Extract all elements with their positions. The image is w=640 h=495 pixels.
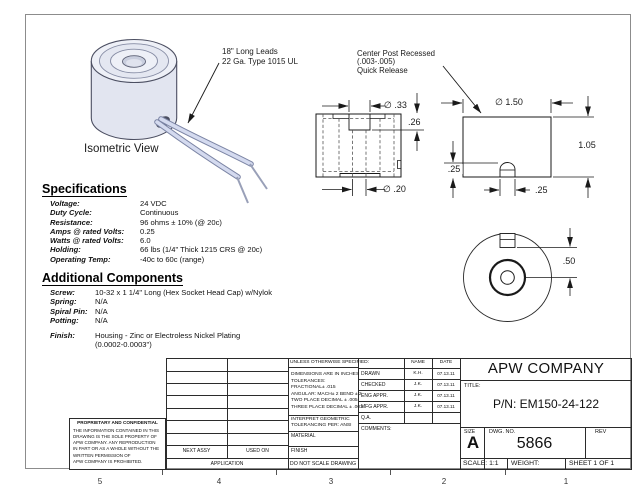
application-header: APPLICATION [210, 461, 244, 467]
rev-label: REV [595, 429, 607, 435]
finish-label: Finish: [50, 331, 75, 340]
zone-number-1: 1 [563, 477, 569, 486]
border-tick [505, 470, 506, 475]
spec-row [50, 236, 262, 245]
rev-box-divider [585, 427, 586, 458]
approval-row-label: CHECKED [361, 382, 386, 388]
proprietary-line: APW COMPANY IS PROHIBITED. [73, 458, 143, 464]
isometric-view-label: Isometric View [84, 143, 159, 155]
dim-wire-hole-width: .25 [535, 185, 548, 195]
tolerance-line: TWO PLACE DECIMAL ± .005 [291, 398, 358, 404]
center-post-note-line3: Quick Release [357, 65, 408, 75]
spec-value: 6.0 [140, 236, 151, 246]
spec-value: 0.25 [140, 226, 155, 236]
size-label: SIZE [464, 429, 476, 435]
dim-body-dia: ∅ 1.50 [495, 97, 523, 107]
proprietary-line: APW COMPANY. ANY REPRODUCTION [73, 440, 156, 446]
application-grid-line [166, 371, 288, 372]
additional-components-list [50, 288, 272, 325]
dim-recess-dia: ∅ .33 [384, 100, 407, 110]
zone-number-2: 2 [441, 477, 447, 486]
scale-value: SCALE: 1:1 [463, 460, 499, 467]
component-row [50, 307, 272, 316]
scale-box-divider [507, 458, 508, 470]
approval-name: K.H. [413, 371, 423, 376]
proprietary-line: WRITTEN PERMISSION OF [73, 452, 131, 458]
material-label: MATERIAL [291, 433, 316, 439]
tolerance-col-line [288, 446, 358, 447]
name-header: NAME [411, 360, 425, 365]
border-tick [162, 470, 163, 475]
tolerance-col-line [288, 431, 358, 432]
dim-wire-hole-height: .25 [447, 164, 461, 174]
approval-name: J.K. [413, 404, 423, 409]
company-col-line [460, 427, 632, 428]
component-row [50, 297, 272, 306]
spec-value: -40c to 60c (range) [140, 254, 205, 264]
additional-components-heading: Additional Components [42, 271, 183, 285]
component-value: 10-32 x 1 1/4" Long (Hex Socket Head Cap) w/Nylok [95, 288, 273, 297]
approval-row-label: MFG APPR. [361, 404, 389, 410]
spec-label: Watts @ rated Volts: [50, 236, 124, 246]
specifications-heading: Specifications [42, 182, 127, 196]
approval-name: J.K. [413, 393, 423, 398]
approval-row-label: Q.A. [361, 415, 372, 421]
used-on-header: USED ON [246, 448, 269, 454]
tolerance-line: THREE PLACE DECIMAL ± .003 [291, 404, 363, 410]
dim-slot-to-center: .50 [562, 256, 576, 266]
zone-number-4: 4 [216, 477, 222, 486]
spec-label: Holding: [50, 245, 81, 255]
leads-note-line1: 18" Long Leads [222, 47, 278, 56]
interpret-line: TOLERANCING PER: ANSI [291, 423, 352, 429]
tolerance-col-line [288, 367, 358, 368]
component-value: N/A [95, 297, 108, 307]
tolerance-col-line [288, 415, 358, 416]
component-value: N/A [95, 315, 108, 325]
application-grid-line [166, 420, 288, 421]
approvals-line [358, 412, 460, 413]
company-name: APW COMPANY [487, 360, 605, 377]
border-tick [276, 470, 277, 475]
component-row [50, 316, 272, 325]
tolerance-text [291, 372, 363, 412]
part-number: P/N: EM150-24-122 [492, 397, 600, 411]
approval-row-label: ENG APPR. [361, 393, 388, 399]
tolerance-line: TOLERANCES: [291, 378, 326, 384]
leads-note [222, 47, 298, 66]
approvals-line [358, 423, 460, 424]
spec-row [50, 218, 262, 227]
spec-value: 96 ohms ± 10% (@ 20c) [140, 217, 222, 227]
comments-label: COMMENTS: [361, 426, 392, 432]
finish-block-label: FINISH [291, 448, 308, 454]
zone-number-5: 5 [97, 477, 103, 486]
spec-value: Continuous [140, 208, 179, 218]
spec-row [50, 245, 262, 254]
zone-number-3: 3 [328, 477, 334, 486]
interpret-geometric-text [291, 417, 352, 430]
leads-note-line2: 22 Ga. Type 1015 UL [222, 56, 298, 66]
unless-otherwise-specified: UNLESS OTHERWISE SPECIFIED: [290, 360, 369, 365]
spec-row [50, 199, 262, 208]
application-grid-line [166, 408, 288, 409]
center-post-note-line2: (.003-.005) [357, 57, 396, 67]
weight-box-divider [565, 458, 566, 470]
title-label: TITLE: [464, 383, 481, 389]
component-label: Potting: [50, 315, 79, 325]
specifications-list [50, 199, 262, 264]
component-label: Screw: [50, 288, 75, 297]
component-row [50, 288, 272, 297]
component-label: Spring: [50, 297, 77, 307]
approval-date: 07.13.11 [437, 371, 455, 376]
approval-row-label: DRAWN [361, 371, 380, 377]
spec-row [50, 255, 262, 264]
application-grid-line [166, 395, 288, 396]
dim-bottom-hole-dia: ∅ .20 [383, 184, 406, 194]
approval-date: 07.13.11 [437, 382, 455, 387]
dim-recess-depth: .26 [408, 117, 421, 127]
date-header: DATE [439, 360, 453, 365]
tolerance-line: DIMENSIONS ARE IN INCHES [291, 372, 360, 377]
tolerance-line: FRACTIONAL± .015 [291, 385, 336, 391]
spec-row [50, 227, 262, 236]
tolerance-line: ANGULAR: MACH± 2 BEND ± 2 [291, 391, 362, 397]
approval-date: 07.13.11 [437, 404, 455, 409]
dim-body-height: 1.05 [578, 140, 596, 150]
proprietary-line: THE INFORMATION CONTAINED IN THIS [73, 428, 160, 433]
dwg-no-label: DWG. NO. [489, 429, 516, 435]
approval-name: J.K. [413, 382, 423, 387]
size-value: A [466, 433, 480, 452]
do-not-scale-label: DO NOT SCALE DRAWING [289, 461, 357, 467]
approval-date: 07.13.11 [437, 393, 455, 398]
border-tick [390, 470, 391, 475]
component-value: N/A [95, 306, 108, 316]
proprietary-line: DRAWING IS THE SOLE PROPERTY OF [73, 434, 157, 440]
spec-label: Amps @ rated Volts: [50, 226, 125, 236]
proprietary-text [73, 428, 159, 465]
center-post-note-line1: Center Post Recessed [357, 49, 436, 58]
spec-label: Voltage: [50, 199, 80, 208]
component-label: Spiral Pin: [50, 306, 88, 316]
sheet-label: SHEET 1 OF 1 [569, 460, 615, 467]
titleblock-divider [288, 358, 289, 470]
spec-label: Operating Temp: [50, 254, 111, 264]
interpret-line: INTERPRET GEOMETRIC [291, 417, 350, 422]
dwg-number: 5866 [516, 435, 553, 452]
spec-label: Resistance: [50, 217, 93, 227]
proprietary-line: IN PART OR AS A WHOLE WITHOUT THE [73, 446, 160, 452]
spec-row [50, 208, 262, 217]
finish-value-line1: Housing - Zinc or Electroless Nickel Plating [95, 331, 241, 340]
proprietary-title: PROPRIETARY AND CONFIDENTIAL [77, 420, 158, 425]
spec-value: 24 VDC [140, 199, 167, 208]
company-col-line [460, 380, 632, 381]
finish-value-line2: (0.0002-0.0003") [95, 340, 152, 350]
finish-row [50, 331, 240, 350]
application-grid-line [166, 433, 288, 434]
weight-label: WEIGHT: [511, 460, 540, 467]
application-grid-line [166, 383, 288, 384]
next-assy-header: NEXT ASSY [182, 448, 211, 454]
center-post-note [357, 50, 435, 75]
spec-value: 66 lbs (1/4" Thick 1215 CRS @ 20c) [140, 245, 263, 255]
spec-label: Duty Cycle: [50, 208, 92, 218]
